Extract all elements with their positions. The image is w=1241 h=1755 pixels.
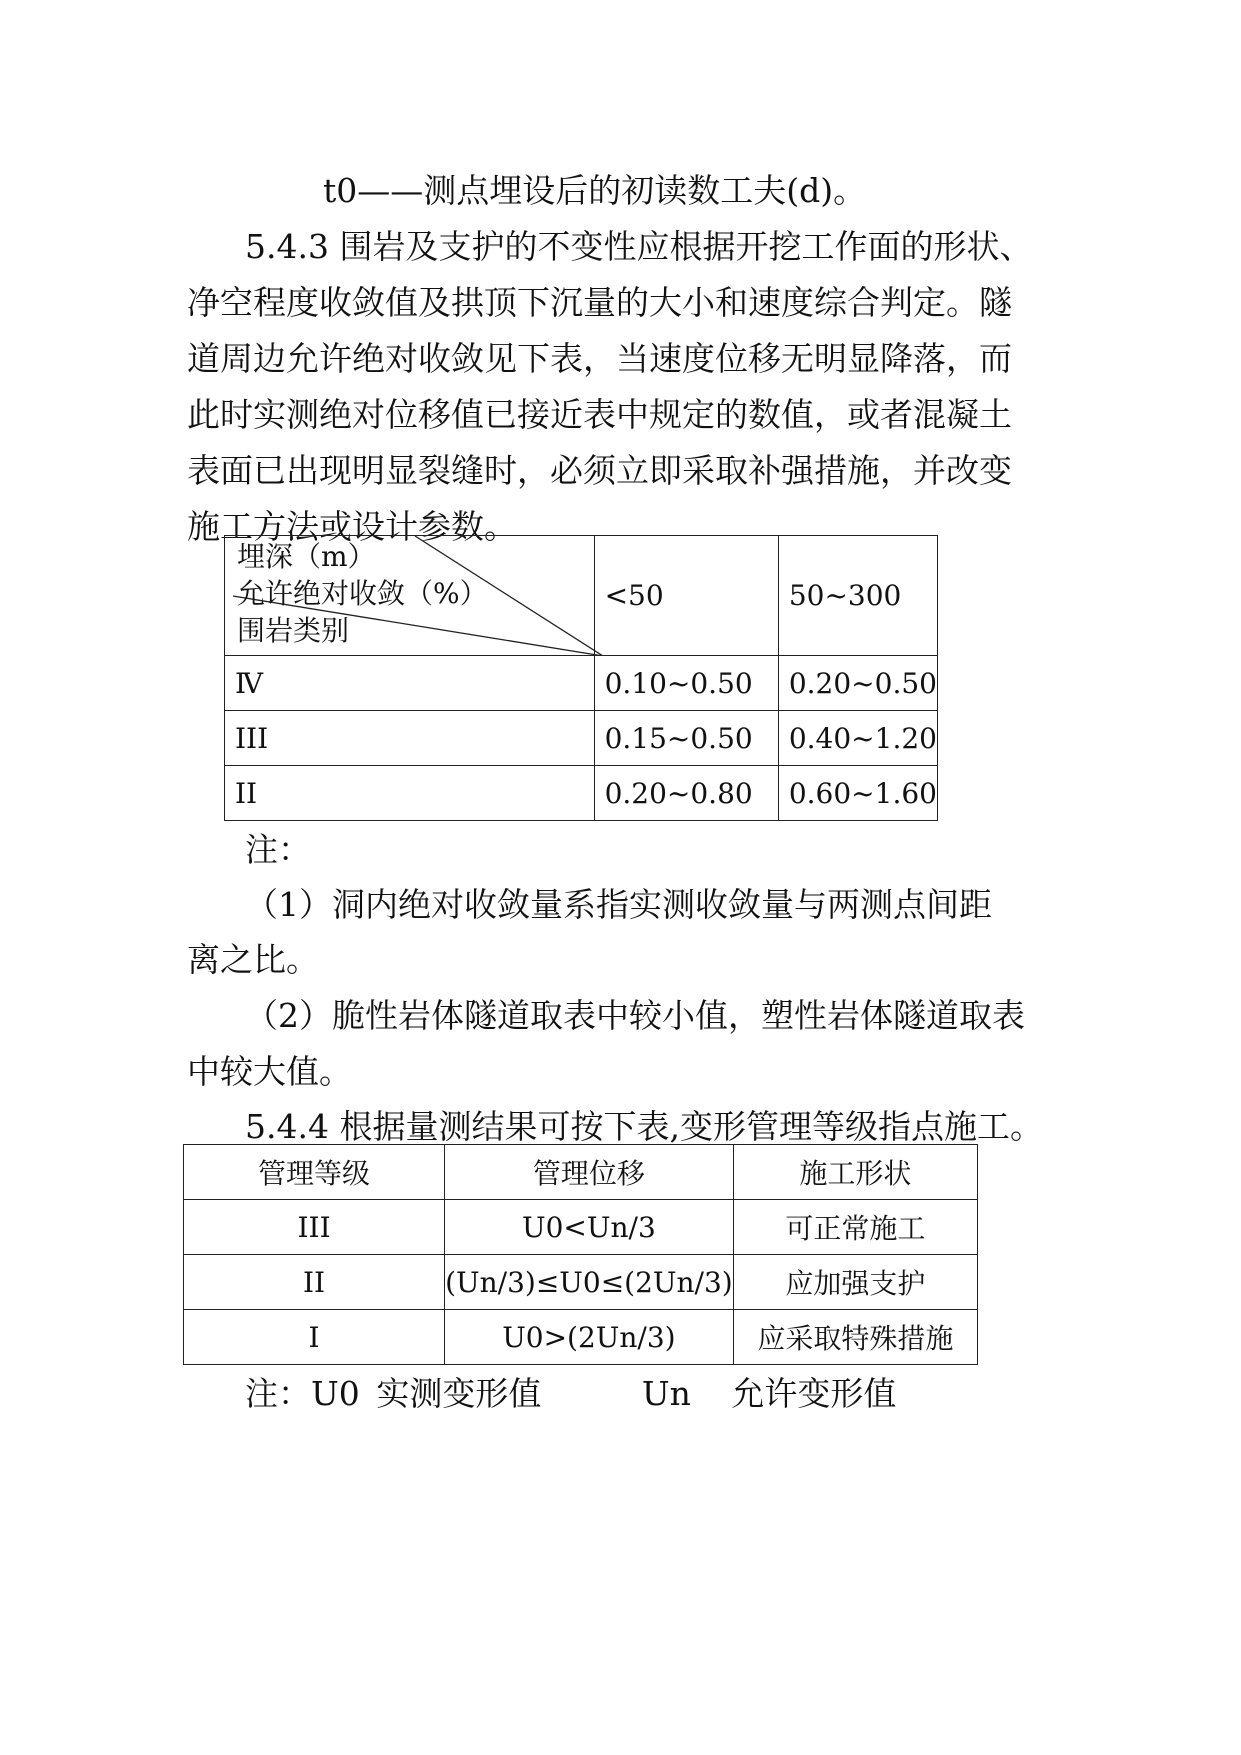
table-row (184, 1200, 978, 1255)
header-management-level: 管理等级 (184, 1145, 445, 1200)
value-cell: 0.60~1.60 (778, 766, 937, 821)
section-5-4-4-line: 5.4.4 根据量测结果可按下表,变形管理等级指点施工。 (245, 1107, 1043, 1146)
table-row (184, 1310, 978, 1365)
section-5-4-3-line-4: 此时实测绝对位移值已接近表中规定的数值，或者混凝土 (187, 395, 1012, 434)
management-level-table (183, 1144, 978, 1365)
convergence-table (224, 535, 938, 821)
level-cell: I (184, 1310, 445, 1365)
level-cell: II (184, 1255, 445, 1310)
value-cell: 0.40~1.20 (778, 711, 937, 766)
table-row (184, 1255, 978, 1310)
depth-label: 埋深（m） (237, 540, 376, 573)
table-row (225, 656, 938, 711)
header-construction-state: 施工形状 (733, 1145, 977, 1200)
value-cell: 0.10~0.50 (594, 656, 778, 711)
formula-def-line: t0——测点埋设后的初读数工夫(d)。 (323, 171, 867, 210)
value-cell: 0.15~0.50 (594, 711, 778, 766)
displacement-cell: (Un/3)≤U0≤(2Un/3) (445, 1255, 734, 1310)
u0-symbol: U0 (311, 1374, 360, 1413)
displacement-cell: U0<Un/3 (445, 1200, 734, 1255)
value-cell: 0.20~0.80 (594, 766, 778, 821)
allowable-convergence-label: 允许绝对收敛（%） (237, 577, 488, 610)
bottom-note (245, 1374, 896, 1414)
rock-class-label: 围岩类别 (237, 614, 350, 647)
header-depth-lt50: <50 (594, 536, 778, 656)
value-cell: 0.20~0.50 (778, 656, 937, 711)
section-5-4-3-line-6: 施工方法或设计参数。 (187, 507, 517, 546)
table-row (225, 766, 938, 821)
diagonal-header-cell (225, 536, 595, 656)
level-cell: III (184, 1200, 445, 1255)
table-row (225, 711, 938, 766)
table-header-row (225, 536, 938, 656)
rock-class-cell: II (225, 766, 595, 821)
header-management-displacement: 管理位移 (445, 1145, 734, 1200)
rock-class-cell: III (225, 711, 595, 766)
note-1-line-1: （1）洞内绝对收敛量系指实测收敛量与两测点间距 (245, 885, 992, 924)
notes-title: 注： (245, 830, 311, 869)
u0-description: 实测变形值 (376, 1374, 542, 1413)
table-header-row (184, 1145, 978, 1200)
note-2-line-2: 中较大值。 (187, 1052, 352, 1091)
action-cell: 应加强支护 (733, 1255, 977, 1310)
un-description: 允许变形值 (731, 1374, 897, 1413)
bottom-note-prefix: 注： (245, 1374, 311, 1413)
un-symbol: Un (641, 1374, 691, 1413)
section-5-4-3-line-2: 净空程度收敛值及拱顶下沉量的大小和速度综合判定。隧 (187, 283, 1012, 322)
note-2-line-1: （2）脆性岩体隧道取表中较小值，塑性岩体隧道取表 (245, 996, 1025, 1035)
header-depth-50-300: 50~300 (778, 536, 937, 656)
section-5-4-3-line-1: 5.4.3 围岩及支护的不变性应根据开挖工作面的形状、 (245, 227, 1033, 266)
displacement-cell: U0>(2Un/3) (445, 1310, 734, 1365)
action-cell: 应采取特殊措施 (733, 1310, 977, 1365)
section-5-4-3-line-3: 道周边允许绝对收敛见下表，当速度位移无明显降落，而 (187, 339, 1012, 378)
note-1-line-2: 离之比。 (187, 940, 319, 979)
section-5-4-3-line-5: 表面已出现明显裂缝时，必须立即采取补强措施，并改变 (187, 451, 1012, 490)
rock-class-cell: Ⅳ (225, 656, 595, 711)
action-cell: 可正常施工 (733, 1200, 977, 1255)
